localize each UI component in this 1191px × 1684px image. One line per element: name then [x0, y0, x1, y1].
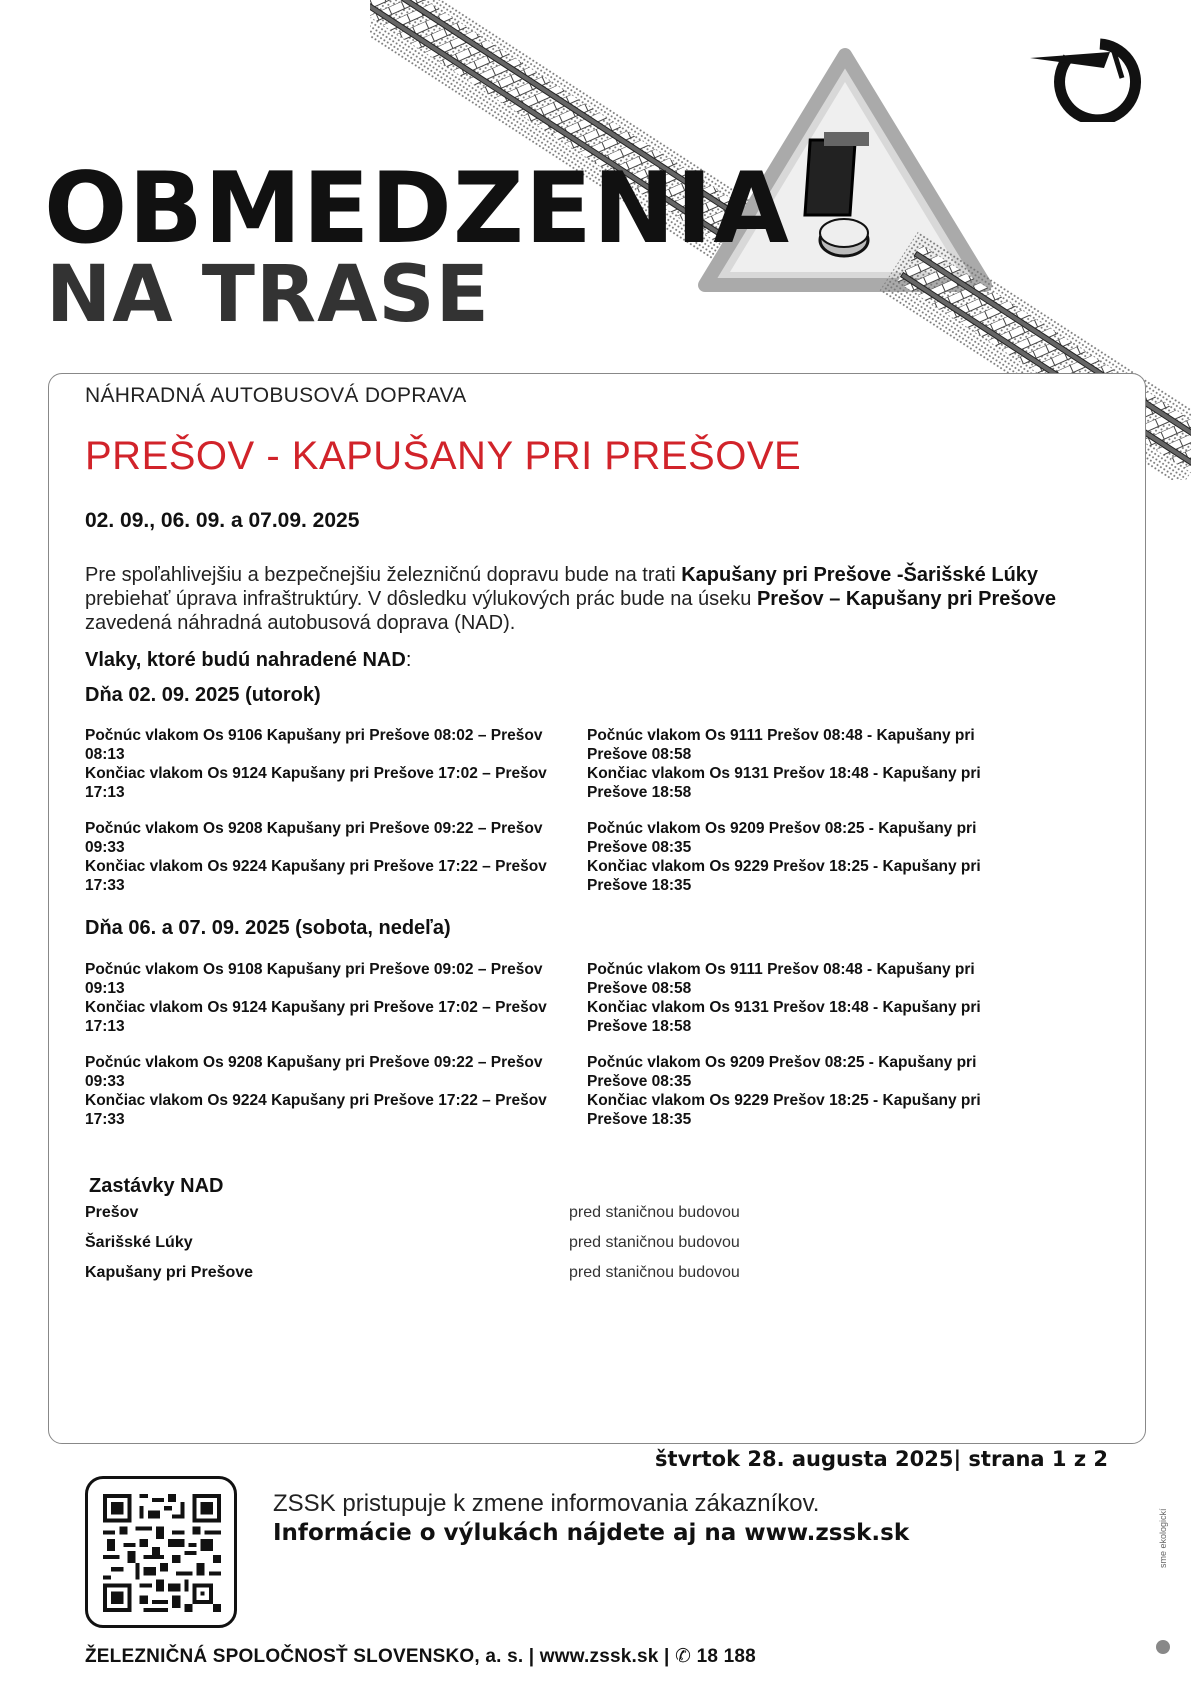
company-footer: ŽELEZNIČNÁ SPOLOČNOSŤ SLOVENSKO, a. s. | www.zssk.sk | ✆ 18 188: [85, 1646, 756, 1667]
intro-text-2: prebiehať úprava infraštruktúry. V dôsledku výlukových prác bude na úseku: [85, 588, 757, 610]
day-heading: Dňa 06. a 07. 09. 2025 (sobota, nedeľa): [85, 917, 451, 939]
train-start: Počnúc vlakom Os 9106 Kapušany pri Prešove 08:02 – Prešov 08:13: [85, 727, 543, 763]
stop-name: Kapušany pri Prešove: [85, 1264, 254, 1281]
notice-intro: [85, 563, 1105, 635]
train-end: Končiac vlakom Os 9224 Kapušany pri Prešove 17:22 – Prešov 17:33: [85, 1092, 547, 1128]
train-start: Počnúc vlakom Os 9108 Kapušany pri Prešove 09:02 – Prešov 09:13: [85, 961, 543, 997]
intro-text-1: Pre spoľahlivejšiu a bezpečnejšiu železničnú dopravu bude na trati: [85, 564, 682, 586]
date-page-line: štvrtok 28. augusta 2025| strana 1 z 2: [655, 1447, 1108, 1471]
train-start: Počnúc vlakom Os 9209 Prešov 08:25 - Kapušany pri Prešove 08:35: [587, 1054, 977, 1090]
train-end: Končiac vlakom Os 9224 Kapušany pri Prešove 17:22 – Prešov 17:33: [85, 858, 547, 894]
train-end: Končiac vlakom Os 9124 Kapušany pri Prešove 17:02 – Prešov 17:13: [85, 765, 547, 801]
stops-heading: Zastávky NAD: [89, 1175, 224, 1197]
eco-icon: [1156, 1640, 1170, 1654]
train-start: Počnúc vlakom Os 9208 Kapušany pri Prešove 09:22 – Prešov 09:33: [85, 1054, 543, 1090]
train-end: Končiac vlakom Os 9229 Prešov 18:25 - Kapušany pri Prešove 18:35: [587, 858, 981, 894]
stop-note: pred staničnou budovou: [569, 1264, 740, 1281]
train-end: Končiac vlakom Os 9131 Prešov 18:48 - Kapušany pri Prešove 18:58: [587, 765, 981, 801]
train-block: [85, 960, 565, 1036]
train-end: Končiac vlakom Os 9124 Kapušany pri Prešove 17:02 – Prešov 17:13: [85, 999, 547, 1035]
train-block: [587, 726, 1017, 802]
notice-dates: 02. 09., 06. 09. a 07.09. 2025: [85, 509, 360, 532]
page-title-line1: OBMEDZENIA: [44, 152, 791, 266]
trains-label: [85, 649, 411, 672]
day-heading: Dňa 02. 09. 2025 (utorok): [85, 684, 321, 706]
qr-code-frame: [85, 1476, 237, 1628]
train-start: Počnúc vlakom Os 9209 Prešov 08:25 - Kapušany pri Prešove 08:35: [587, 820, 977, 856]
page-title-line2: NA TRASE: [46, 250, 490, 340]
train-block: [85, 726, 565, 802]
intro-text-3: zavedená náhradná autobusová doprava (NAD).: [85, 612, 516, 634]
train-start: Počnúc vlakom Os 9111 Prešov 08:48 - Kapušany pri Prešove 08:58: [587, 961, 975, 997]
info-line-2: Informácie o výlukách nájdete aj na www.zssk.sk: [273, 1520, 910, 1546]
notice-panel: [48, 373, 1146, 1444]
qr-code-icon[interactable]: [103, 1494, 221, 1612]
train-block: [587, 1053, 1017, 1129]
train-start: Počnúc vlakom Os 9208 Kapušany pri Prešove 09:22 – Prešov 09:33: [85, 820, 543, 856]
stop-note: pred staničnou budovou: [569, 1234, 740, 1251]
info-line-1: ZSSK pristupuje k zmene informovania zákazníkov.: [273, 1490, 820, 1517]
trains-label-text: Vlaky, ktoré budú nahradené NAD: [85, 649, 406, 671]
stop-name: Šarišské Lúky: [85, 1234, 193, 1251]
notice-route: PREŠOV - KAPUŠANY PRI PREŠOVE: [85, 434, 802, 478]
train-block: [587, 819, 1017, 895]
stop-note: pred staničnou budovou: [569, 1204, 740, 1221]
intro-bold-1: Kapušany pri Prešove -Šarišské Lúky: [681, 564, 1039, 586]
trains-label-colon: :: [405, 649, 412, 671]
train-block: [85, 1053, 565, 1129]
notice-subtitle: NÁHRADNÁ AUTOBUSOVÁ DOPRAVA: [85, 384, 467, 407]
train-end: Končiac vlakom Os 9131 Prešov 18:48 - Kapušany pri Prešove 18:58: [587, 999, 981, 1035]
eco-label: sme ekologickí: [1158, 1508, 1168, 1568]
stop-name: Prešov: [85, 1204, 139, 1221]
train-start: Počnúc vlakom Os 9111 Prešov 08:48 - Kapušany pri Prešove 08:58: [587, 727, 975, 763]
train-end: Končiac vlakom Os 9229 Prešov 18:25 - Kapušany pri Prešove 18:35: [587, 1092, 981, 1128]
zssk-logo: [1030, 38, 1150, 122]
train-block: [85, 819, 565, 895]
train-block: [587, 960, 1017, 1036]
intro-bold-2: Prešov – Kapušany pri Prešove: [756, 588, 1056, 610]
